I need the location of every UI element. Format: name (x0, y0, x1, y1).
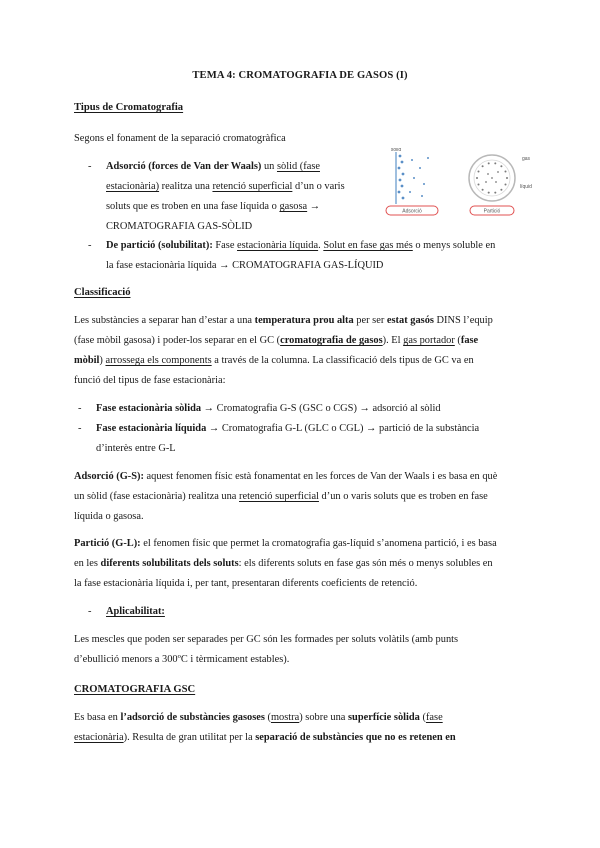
solute-dot (487, 173, 489, 175)
document-page: TEMA 4: CROMATOGRAFIA DE GASOS (I) Tipus de Cromatografia Segons el fonament de la separació cromatogràfica - Adsorció (forces de Van der Waals) un sòlid (fase estacionària) realitza una retenció superficial d’un o varis soluts que es troben en una fase líquida o gasosa → CROMATOGRAFIA GAS-SÒLID Adsorció sòlid Partició gas líquid - De partició (solubilitat): Fase estacionària líquida. Solut en fase gas més o menys soluble en la fase estacionària líquida → CROMATOGRAFIA GAS-LÍQUID Classificació Les substàncies a separar han d’estar a una temperatura prou alta per ser estat gasós DINS l’equip (fase mòbil gasosa) i poder-los separar en el GC (cromatografia de gasos). El gas portador (fase mòbil) arrossega els components a través de la columna. La classificació dels tipus de GC va en funció del tipus de fase estacionària: - Fase estacionària sòlida → Cromatografia G-S (GSC o CGS) → adsorció al sòlid - Fase estacionària líquida → Cromatografia G-L (GLC o CGL) → partició de la substància d’interès entre G-L Adsorció (G-S): aquest fenomen físic està fonamentat en les forces de Van der Waals i es basa en què un sòlid (fase estacionària) realitza una retenció superficial d’un o varis soluts que es troben en fase líquida o gasosa. Partició (G-L): el fenomen físic que permet la cromatografia gas-líquid s’anomena partició, i es basa en les diferents solubilitats dels soluts: els diferents soluts en fase gas són més o menys solubles en la fase estacionària líquida i, per tant, presentaran diferents coeficients de retenció. - Aplicabilitat: Les mescles que poden ser separades per GC són les formades per soluts volàtils (amb punts d’ebullició menors a 300ºC i tèrmicament estables). CROMATOGRAFIA GSC Es basa en l’adsorció de substàncies gasoses (mostra) sobre una superfície sòlida (fase estacionària). Resulta de gran utilitat per la separació de substàncies que no es retenen en (0, 0, 600, 848)
solute-dot (399, 155, 402, 158)
bullet-dash: - (88, 161, 92, 172)
particio-label: Partició (G-L): (74, 538, 141, 549)
solute-dot (421, 195, 423, 197)
page-title: TEMA 4: CROMATOGRAFIA DE GASOS (I) (192, 70, 408, 81)
bullet-particio-line2: la fase estacionària líquida → CROMATOGRAFIA GAS-LÍQUID (106, 260, 384, 271)
class-p1-line2: (fase mòbil gasosa) i poder-los separar en el GC (cromatografia de gasos). El gas portador (fase (74, 335, 479, 346)
bullet-adsorcio-line4: CROMATOGRAFIA GAS-SÒLID (106, 221, 253, 232)
heading-classificacio (74, 283, 131, 303)
solute-dot (402, 173, 405, 176)
solute-dot (478, 171, 480, 173)
heading-tipus-text: Tipus de Cromatografia (74, 102, 184, 113)
solute-dot (482, 189, 484, 191)
bullet-adsorcio-line2: estacionària) realitza una retenció superficial d’un o varis (106, 181, 345, 192)
bullet-particio-line1: De partició (solubilitat): Fase estacionària líquida. Solut en fase gas més o menys soluble en (106, 240, 496, 251)
solute-dot (419, 167, 421, 169)
solute-dot (495, 181, 497, 183)
adsorcio-line2: un sòlid (fase estacionària) realitza una retenció superficial d’un o varis soluts que es troben en fase (74, 491, 488, 502)
class-p1-line4: funció del tipus de fase estacionària: (74, 375, 226, 386)
solute-dot (411, 159, 413, 161)
solute-dot (409, 191, 411, 193)
aplicabilitat-line1: Les mescles que poden ser separades per GC són les formades per soluts volàtils (amb punts (74, 634, 459, 645)
solute-dot (427, 157, 429, 159)
figure-label-2: sòlid (390, 148, 402, 153)
class-p1-line3: mòbil) arrossega els components a través de la columna. La classificació dels tipus de GC va en (74, 355, 474, 366)
gsc-line2: estacionària). Resulta de gran utilitat per la separació de substàncies que no es retenen en (74, 732, 456, 743)
solute-dot (506, 177, 508, 179)
solute-dot (500, 165, 502, 167)
separation-figure (384, 148, 532, 218)
heading-classificacio-text: Classificació (74, 287, 131, 298)
bullet-adsorcio-line1: Adsorció (forces de Van der Waals) un sòlid (fase (106, 161, 320, 172)
solute-dot (505, 171, 507, 173)
solute-dot (399, 179, 402, 182)
aplicabilitat-line2: d’ebullició menors a 300ºC i tèrmicament estables). (74, 654, 290, 665)
gsc-line1: Es basa en l’adsorció de substàncies gasoses (mostra) sobre una superfície sòlida (fase (74, 712, 443, 723)
adsorcio-line1: Adsorció (G-S): aquest fenomen físic està fonamentat en les forces de Van der Waals i es basa en què (74, 471, 498, 482)
solute-dot (488, 192, 490, 194)
partition-illustration (469, 155, 532, 215)
solute-dot (401, 185, 404, 188)
solute-dot (488, 162, 490, 164)
solute-dot (500, 189, 502, 191)
solute-dot (401, 161, 404, 164)
heading-tipus (74, 98, 183, 118)
figure-label-1: Adsorció (402, 208, 422, 215)
class-p1-line1: Les substàncies a separar han d’estar a una temperatura prou alta per ser estat gasós DINS l’equip (74, 315, 493, 326)
solute-dot (423, 183, 425, 185)
solute-dot (497, 171, 499, 173)
solute-dot (398, 191, 401, 194)
intro-text: Segons el fonament de la separació cromatogràfica (74, 133, 286, 144)
figure-label-3: gas (522, 156, 531, 162)
solute-dot (482, 165, 484, 167)
adsorption-illustration (386, 148, 438, 215)
solute-dot (491, 177, 493, 179)
solute-dot (476, 177, 478, 179)
bullet-dash: - (88, 240, 92, 251)
adsorcio-line3: líquida o gasosa. (74, 511, 144, 522)
solute-dot (413, 177, 415, 179)
solute-dot (402, 197, 405, 200)
figure-label-5: Partició (483, 208, 501, 215)
solute-dot (494, 162, 496, 164)
solute-dot (494, 192, 496, 194)
particio-line2: en les diferents solubilitats dels soluts: els diferents soluts en fase gas són més o menys solubles en (74, 558, 493, 569)
adsorcio-label: Adsorció (G-S): (74, 471, 144, 482)
solute-dot (505, 184, 507, 186)
solute-dot (485, 181, 487, 183)
figure-label-4: líquid (520, 184, 532, 190)
solute-dot (478, 184, 480, 186)
bullet-adsorcio-line3: soluts que es troben en una fase líquida o gasosa → (106, 201, 321, 212)
particio-line1: Partició (G-L): el fenomen físic que permet la cromatografia gas-líquid s’anomena partició, i es basa (74, 538, 497, 549)
heading-gsc (74, 680, 195, 700)
solute-dot (398, 167, 401, 170)
particio-line3: la fase estacionària líquida i, per tant, presentaran diferents coeficients de retenció. (74, 578, 418, 589)
heading-gsc-text: CROMATOGRAFIA GSC (74, 684, 196, 695)
